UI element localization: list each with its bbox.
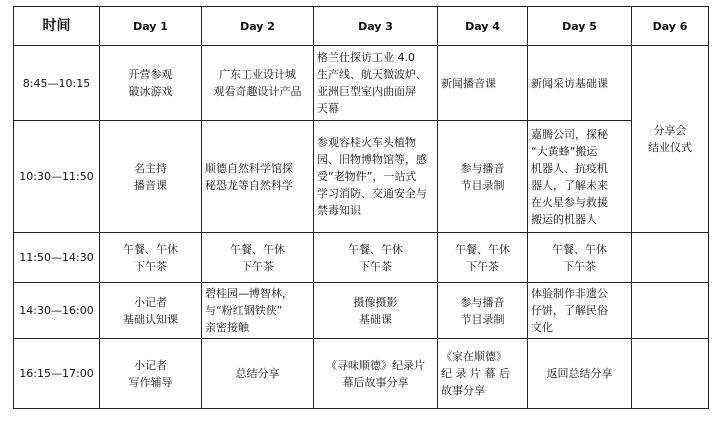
day-2-activity-cell: 顺德自然科学馆探 秘恐龙等自然科学 bbox=[202, 121, 314, 233]
table-row bbox=[14, 233, 709, 283]
time-slot-cell: 16:15—17:00 bbox=[14, 339, 100, 409]
day-2-activity-cell: 广东工业设计城 观看奇趣设计产品 bbox=[202, 46, 314, 121]
time-slot-cell: 10:30—11:50 bbox=[14, 121, 100, 233]
day-4-activity-cell: 新闻播音课 bbox=[438, 46, 528, 121]
time-slot-cell: 11:50—14:30 bbox=[14, 233, 100, 283]
header-row bbox=[14, 7, 709, 46]
day-2-activity-cell: 碧桂园—博智林， 与“粉红钢铁侠” 亲密接触 bbox=[202, 283, 314, 339]
time-slot-cell: 14:30—16:00 bbox=[14, 283, 100, 339]
day-4-header: Day 4 bbox=[438, 7, 528, 46]
day-3-activity-cell: 《寻味顺德》纪录片 幕后故事分享 bbox=[314, 339, 438, 409]
day-4-activity-cell: 《家在顺德》 纪 录 片 幕 后 故事分享 bbox=[438, 339, 528, 409]
day-3-header: Day 3 bbox=[314, 7, 438, 46]
day-4-activity-cell: 参与播音 节目录制 bbox=[438, 121, 528, 233]
table-row bbox=[14, 339, 709, 409]
day-3-activity-cell: 摄像摄影 基础课 bbox=[314, 283, 438, 339]
table-row bbox=[14, 46, 709, 121]
day-1-header: Day 1 bbox=[100, 7, 202, 46]
day-6-activity-cell: 分享会 结业仪式 bbox=[632, 46, 709, 233]
day-4-activity-cell: 午餐、午休 下午茶 bbox=[438, 233, 528, 283]
day-6-empty-cell bbox=[632, 233, 709, 283]
table-row bbox=[14, 283, 709, 339]
day-3-activity-cell: 午餐、午休 下午茶 bbox=[314, 233, 438, 283]
day-2-activity-cell: 总结分享 bbox=[202, 339, 314, 409]
day-5-activity-cell: 嘉腾公司，探秘 “大黄蜂”搬运 机器人、抗疫机 器人，了解未来 在火星参与救援 搬运的机器人 bbox=[528, 121, 632, 233]
day-1-activity-cell: 开营参观 破冰游戏 bbox=[100, 46, 202, 121]
day-3-activity-cell: 格兰仕探访工业 4.0 生产线、航天微波炉、 亚洲巨型室内曲面屏 天幕 bbox=[314, 46, 438, 121]
day-6-empty-cell bbox=[632, 283, 709, 339]
time-slot-cell: 8:45—10:15 bbox=[14, 46, 100, 121]
day-6-header: Day 6 bbox=[632, 7, 709, 46]
time-column-header: 时间 bbox=[14, 7, 100, 46]
day-1-activity-cell: 午餐、午休 下午茶 bbox=[100, 233, 202, 283]
day-5-activity-cell: 体验制作非遗公 仔饼，了解民俗 文化 bbox=[528, 283, 632, 339]
day-5-activity-cell: 午餐、午休 下午茶 bbox=[528, 233, 632, 283]
table-row bbox=[14, 121, 709, 233]
day-3-activity-cell: 参观容桂火车头植物 园、旧物博物馆等，感 受“老物件”，一站式 学习消防、交通安全与 禁毒知识 bbox=[314, 121, 438, 233]
day-5-header: Day 5 bbox=[528, 7, 632, 46]
day-6-empty-cell bbox=[632, 339, 709, 409]
day-4-activity-cell: 参与播音 节目录制 bbox=[438, 283, 528, 339]
day-2-activity-cell: 午餐、午休 下午茶 bbox=[202, 233, 314, 283]
schedule-table bbox=[13, 6, 709, 409]
day-5-activity-cell: 新闻采访基础课 bbox=[528, 46, 632, 121]
day-1-activity-cell: 名主持 播音课 bbox=[100, 121, 202, 233]
day-1-activity-cell: 小记者 基础认知课 bbox=[100, 283, 202, 339]
day-1-activity-cell: 小记者 写作辅导 bbox=[100, 339, 202, 409]
day-2-header: Day 2 bbox=[202, 7, 314, 46]
day-5-activity-cell: 返回总结分享 bbox=[528, 339, 632, 409]
